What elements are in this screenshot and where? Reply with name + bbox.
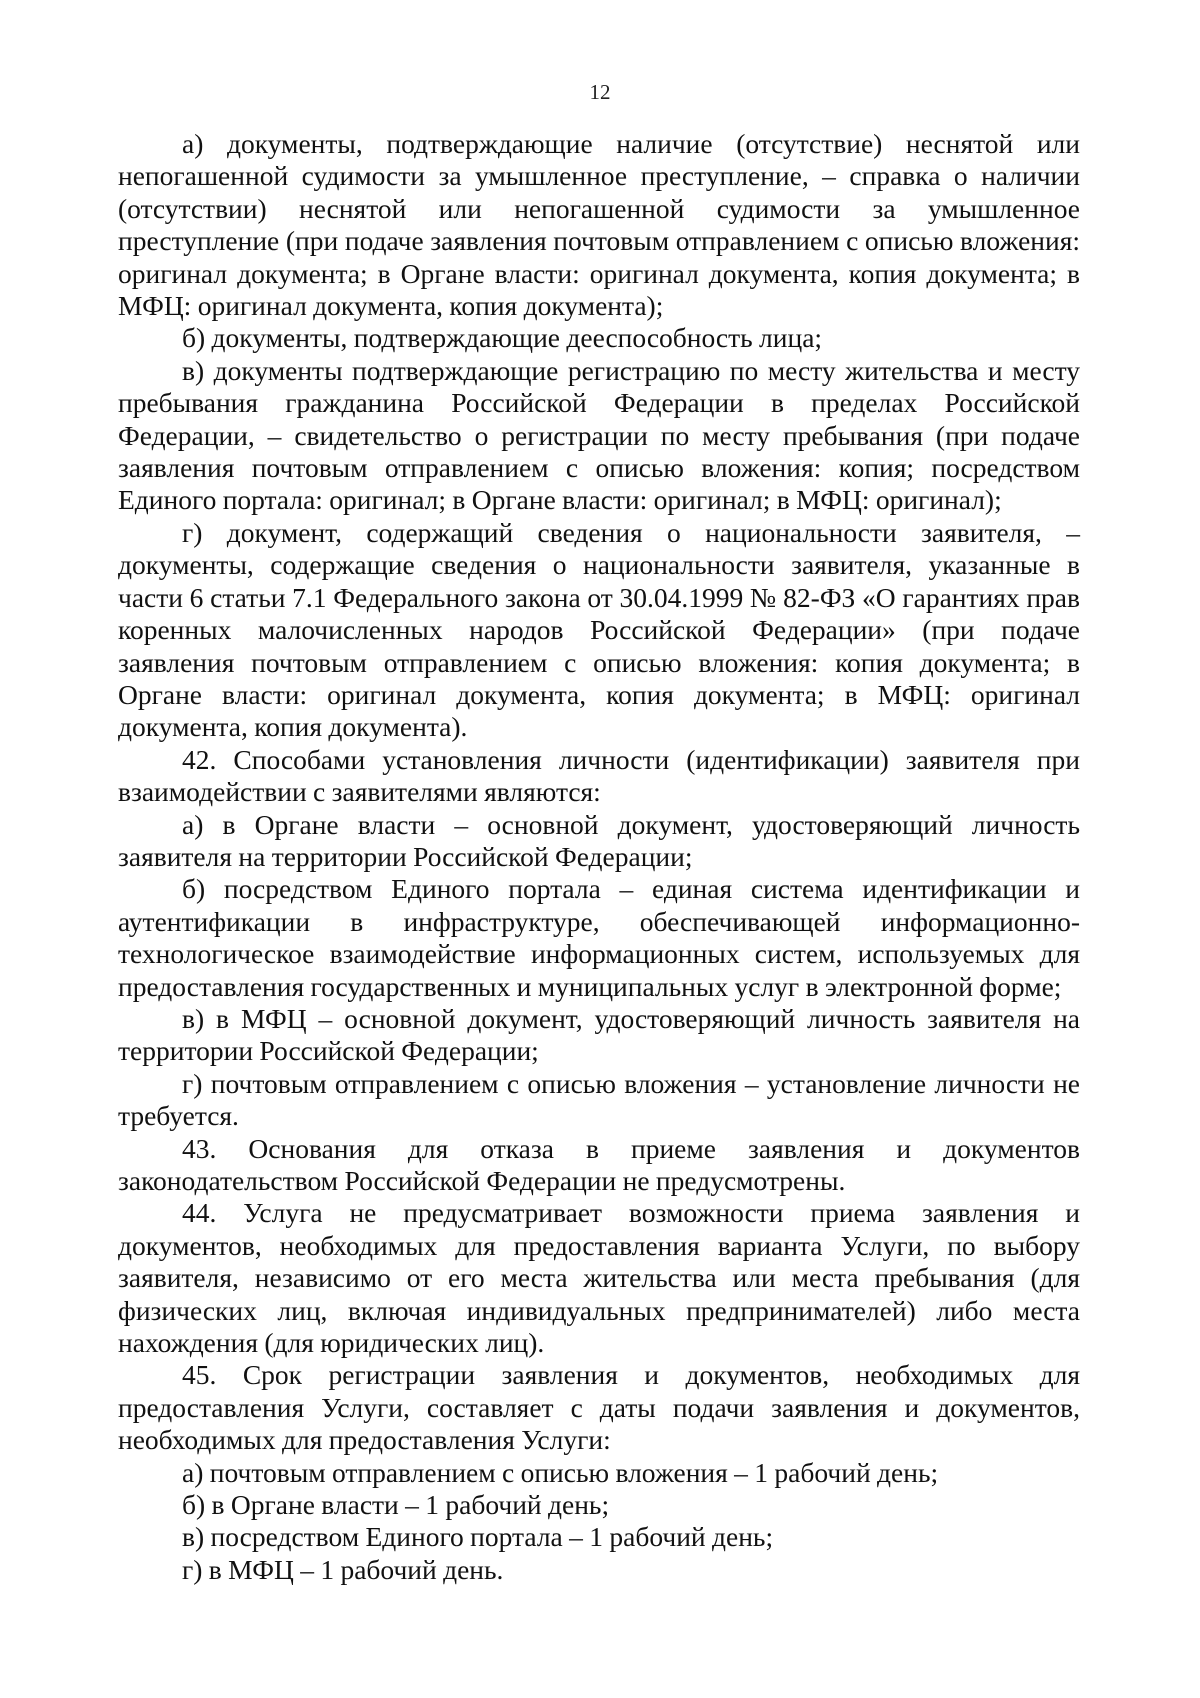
paragraph: а) в Органе власти – основной документ, удостоверяющий личность заявителя на территории Российской Федерации;: [118, 808, 1080, 872]
paragraph: а) документы, подтверждающие наличие (отсутствие) неснятой или непогашенной судимости за умышленное преступление, – справка о наличии (отсутствии) неснятой или непогашенной судимости за умышленное преступление (при подаче заявления почтовым отправлением с описью вложения: оригинал документа; в Органе власти: оригинал документа, копия документа; в МФЦ: оригинал документа, копия документа);: [118, 128, 1080, 322]
paragraph: б) документы, подтверждающие дееспособность лица;: [182, 322, 823, 354]
paragraph: 45. Срок регистрации заявления и документов, необходимых для предоставления Услуги, составляет с даты подачи заявления и документов, необходимых для предоставления Услуги:: [118, 1359, 1080, 1456]
page-number: 12: [589, 80, 611, 104]
paragraph: в) посредством Единого портала – 1 рабочий день;: [182, 1521, 774, 1553]
document-body: [118, 128, 1080, 1586]
paragraph: а) почтовым отправлением с описью вложения – 1 рабочий день;: [182, 1456, 939, 1488]
paragraph: в) документы подтверждающие регистрацию по месту жительства и месту пребывания гражданина Российской Федерации в пределах Российской Федерации, – свидетельство о регистрации по месту пребывания (при подаче заявления почтовым отправлением с описью вложения: копия; посредством Единого портала: оригинал; в Органе власти: оригинал; в МФЦ: оригинал);: [118, 354, 1080, 516]
paragraph: г) документ, содержащий сведения о национальности заявителя, – документы, содержащие сведения о национальности заявителя, указанные в части 6 статьи 7.1 Федерального закона от 30.04.1999 № 82-ФЗ «О гарантиях прав коренных малочисленных народов Российской Федерации» (при подаче заявления почтовым отправлением с описью вложения: копия документа; в Органе власти: оригинал документа, копия документа; в МФЦ: оригинал документа, копия документа).: [118, 516, 1080, 743]
paragraph: 43. Основания для отказа в приеме заявления и документов законодательством Российской Федерации не предусмотрены.: [118, 1132, 1080, 1196]
paragraph: 42. Способами установления личности (идентификации) заявителя при взаимодействии с заявителями являются:: [118, 743, 1080, 808]
paragraph: б) посредством Единого портала – единая система идентификации и аутентификации в инфраструктуре, обеспечивающей информационно-технологическое взаимодействие информационных систем, используемых для предоставления государственных и муниципальных услуг в электронной форме;: [118, 873, 1080, 1002]
paragraph: в) в МФЦ – основной документ, удостоверяющий личность заявителя на территории Российской Федерации;: [118, 1002, 1080, 1067]
paragraph: г) почтовым отправлением с описью вложения – установление личности не требуется.: [118, 1067, 1080, 1132]
paragraph: 44. Услуга не предусматривает возможности приема заявления и документов, необходимых для предоставления варианта Услуги, по выбору заявителя, независимо от его места жительства или места пребывания (для физических лиц, включая индивидуальных предпринимателей) либо места нахождения (для юридических лиц).: [118, 1197, 1080, 1359]
paragraph: б) в Органе власти – 1 рабочий день;: [182, 1489, 610, 1521]
paragraph: г) в МФЦ – 1 рабочий день.: [182, 1553, 504, 1585]
